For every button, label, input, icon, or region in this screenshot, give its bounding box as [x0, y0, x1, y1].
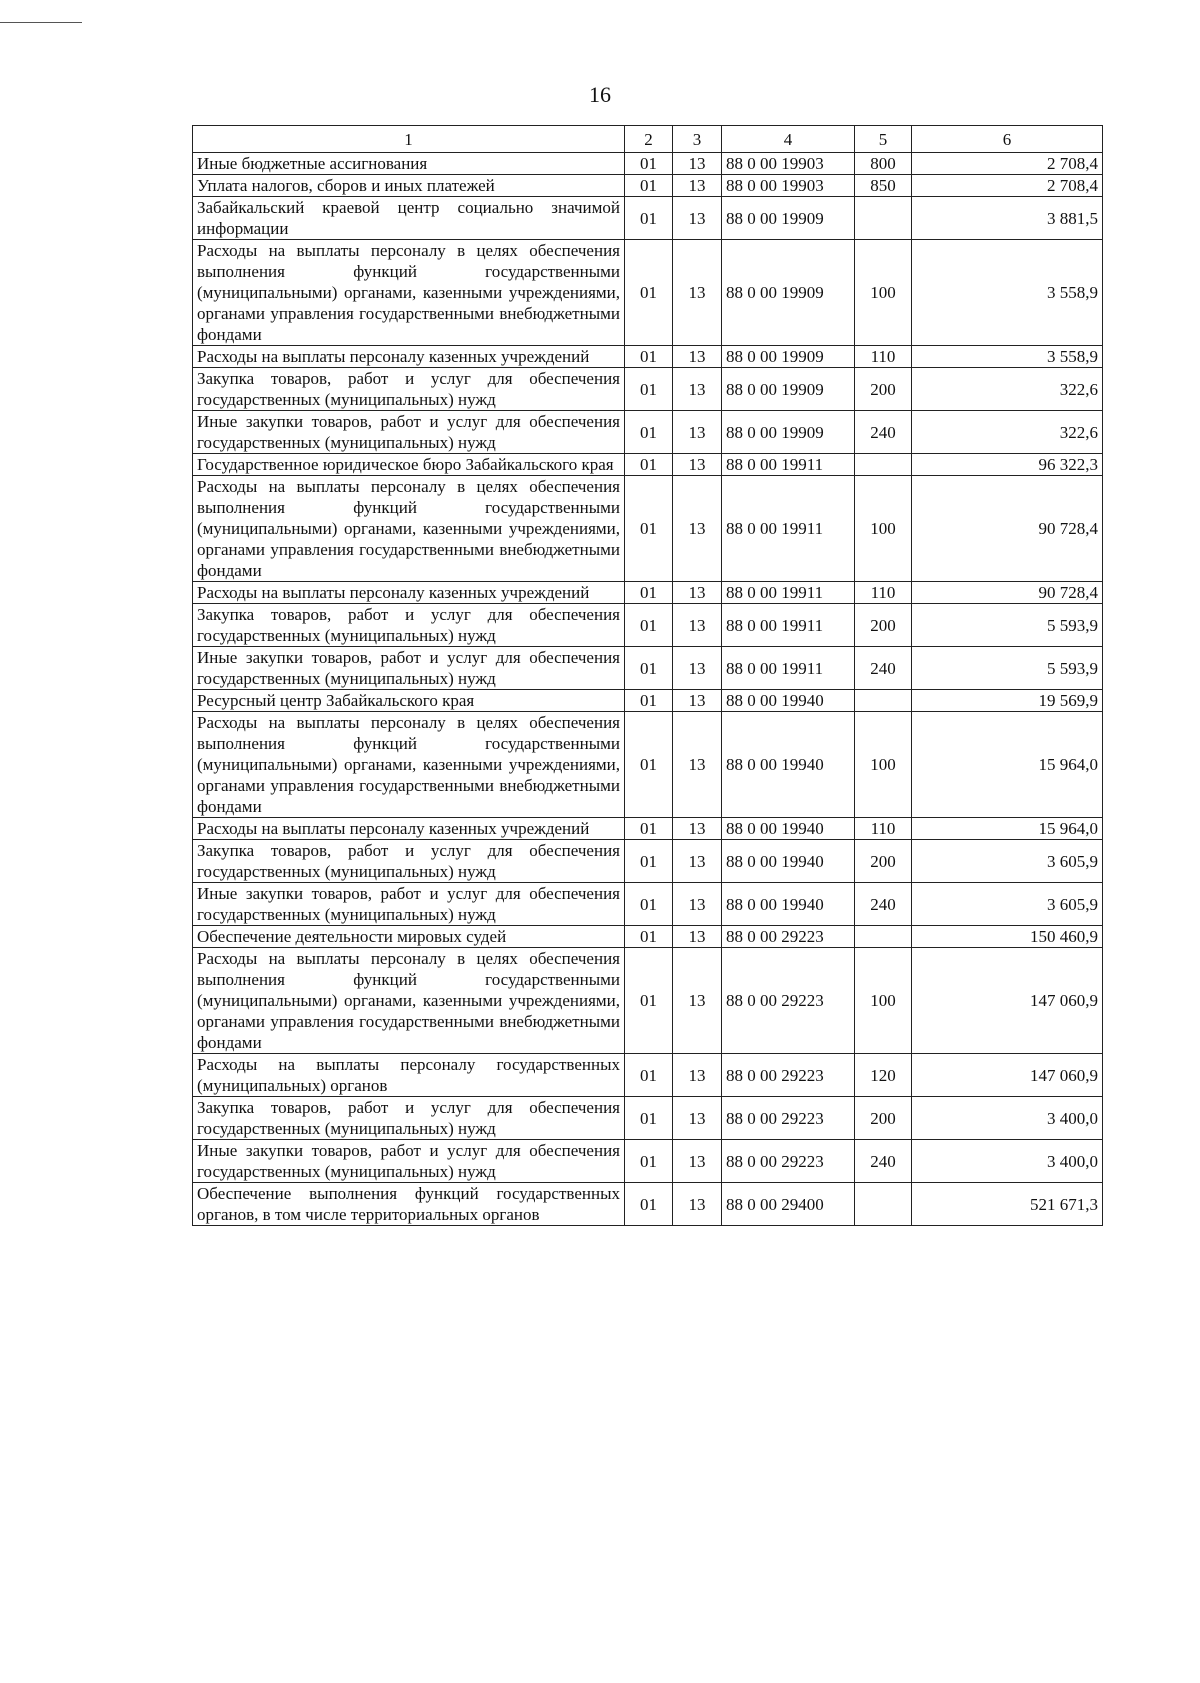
row-name-cell: Расходы на выплаты персоналу в целях обеспечения выполнения функций государственными (муниципальными) органами, казенными учреждениями, органами управления государственными внебюджетными фондами — [193, 240, 625, 346]
expense-type-cell: 200 — [855, 1097, 912, 1140]
section-code-cell: 01 — [625, 346, 673, 368]
row-name-cell: Расходы на выплаты персоналу в целях обеспечения выполнения функций государственными (муниципальными) органами, казенными учреждениями, органами управления государственными внебюджетными фондами — [193, 948, 625, 1054]
table-row — [193, 647, 1103, 690]
table-row — [193, 411, 1103, 454]
amount-cell: 90 728,4 — [912, 476, 1103, 582]
subsection-code-cell: 13 — [673, 647, 722, 690]
section-code-cell: 01 — [625, 454, 673, 476]
expense-type-cell: 850 — [855, 175, 912, 197]
amount-cell: 322,6 — [912, 411, 1103, 454]
expense-type-cell: 240 — [855, 411, 912, 454]
subsection-code-cell: 13 — [673, 175, 722, 197]
section-code-cell: 01 — [625, 476, 673, 582]
amount-cell: 3 558,9 — [912, 346, 1103, 368]
row-name-cell: Обеспечение выполнения функций государственных органов, в том числе территориальных органов — [193, 1183, 625, 1226]
table-row — [193, 346, 1103, 368]
row-name-cell: Иные закупки товаров, работ и услуг для обеспечения государственных (муниципальных) нужд — [193, 883, 625, 926]
subsection-code-cell: 13 — [673, 1183, 722, 1226]
expense-type-cell: 240 — [855, 883, 912, 926]
amount-cell: 150 460,9 — [912, 926, 1103, 948]
table-row — [193, 1054, 1103, 1097]
table-header-row — [193, 126, 1103, 153]
table-row — [193, 1097, 1103, 1140]
row-name-cell: Обеспечение деятельности мировых судей — [193, 926, 625, 948]
expense-type-cell: 120 — [855, 1054, 912, 1097]
expense-type-cell: 100 — [855, 476, 912, 582]
column-header: 4 — [722, 126, 855, 153]
amount-cell: 3 605,9 — [912, 840, 1103, 883]
table-row — [193, 818, 1103, 840]
target-article-cell: 88 0 00 19903 — [722, 153, 855, 175]
table-row — [193, 926, 1103, 948]
section-code-cell: 01 — [625, 240, 673, 346]
column-header: 3 — [673, 126, 722, 153]
section-code-cell: 01 — [625, 175, 673, 197]
row-name-cell: Ресурсный центр Забайкальского края — [193, 690, 625, 712]
expense-type-cell: 240 — [855, 647, 912, 690]
subsection-code-cell: 13 — [673, 346, 722, 368]
target-article-cell: 88 0 00 19911 — [722, 647, 855, 690]
expense-type-cell: 200 — [855, 368, 912, 411]
target-article-cell: 88 0 00 19909 — [722, 368, 855, 411]
table-row — [193, 604, 1103, 647]
table-row — [193, 712, 1103, 818]
target-article-cell: 88 0 00 29400 — [722, 1183, 855, 1226]
table-row — [193, 153, 1103, 175]
section-code-cell: 01 — [625, 604, 673, 647]
amount-cell: 15 964,0 — [912, 818, 1103, 840]
amount-cell: 3 881,5 — [912, 197, 1103, 240]
section-code-cell: 01 — [625, 647, 673, 690]
target-article-cell: 88 0 00 19940 — [722, 883, 855, 926]
row-name-cell: Расходы на выплаты персоналу в целях обеспечения выполнения функций государственными (муниципальными) органами, казенными учреждениями, органами управления государственными внебюджетными фондами — [193, 476, 625, 582]
target-article-cell: 88 0 00 19909 — [722, 197, 855, 240]
row-name-cell: Закупка товаров, работ и услуг для обеспечения государственных (муниципальных) нужд — [193, 1097, 625, 1140]
expense-type-cell: 240 — [855, 1140, 912, 1183]
amount-cell: 15 964,0 — [912, 712, 1103, 818]
amount-cell: 147 060,9 — [912, 948, 1103, 1054]
expense-type-cell: 200 — [855, 604, 912, 647]
target-article-cell: 88 0 00 19940 — [722, 690, 855, 712]
page-number: 16 — [589, 82, 611, 107]
section-code-cell: 01 — [625, 712, 673, 818]
amount-cell: 19 569,9 — [912, 690, 1103, 712]
expense-type-cell: 110 — [855, 582, 912, 604]
budget-table — [192, 125, 1103, 1226]
subsection-code-cell: 13 — [673, 690, 722, 712]
section-code-cell: 01 — [625, 1183, 673, 1226]
expense-type-cell: 110 — [855, 346, 912, 368]
column-header: 5 — [855, 126, 912, 153]
subsection-code-cell: 13 — [673, 1097, 722, 1140]
row-name-cell: Расходы на выплаты персоналу в целях обеспечения выполнения функций государственными (муниципальными) органами, казенными учреждениями, органами управления государственными внебюджетными фондами — [193, 712, 625, 818]
expense-type-cell: 100 — [855, 948, 912, 1054]
expense-type-cell: 110 — [855, 818, 912, 840]
section-code-cell: 01 — [625, 883, 673, 926]
column-header: 2 — [625, 126, 673, 153]
row-name-cell: Уплата налогов, сборов и иных платежей — [193, 175, 625, 197]
target-article-cell: 88 0 00 19911 — [722, 582, 855, 604]
target-article-cell: 88 0 00 29223 — [722, 1054, 855, 1097]
row-name-cell: Расходы на выплаты персоналу государственных (муниципальных) органов — [193, 1054, 625, 1097]
section-code-cell: 01 — [625, 582, 673, 604]
expense-type-cell: 100 — [855, 240, 912, 346]
target-article-cell: 88 0 00 19911 — [722, 454, 855, 476]
expense-type-cell — [855, 926, 912, 948]
subsection-code-cell: 13 — [673, 582, 722, 604]
row-name-cell: Закупка товаров, работ и услуг для обеспечения государственных (муниципальных) нужд — [193, 604, 625, 647]
subsection-code-cell: 13 — [673, 1140, 722, 1183]
subsection-code-cell: 13 — [673, 240, 722, 346]
section-code-cell: 01 — [625, 1140, 673, 1183]
expense-type-cell — [855, 690, 912, 712]
table-row — [193, 368, 1103, 411]
expense-type-cell — [855, 197, 912, 240]
amount-cell: 5 593,9 — [912, 604, 1103, 647]
row-name-cell: Иные закупки товаров, работ и услуг для обеспечения государственных (муниципальных) нужд — [193, 647, 625, 690]
amount-cell: 322,6 — [912, 368, 1103, 411]
row-name-cell: Иные закупки товаров, работ и услуг для обеспечения государственных (муниципальных) нужд — [193, 411, 625, 454]
row-name-cell: Государственное юридическое бюро Забайкальского края — [193, 454, 625, 476]
column-header: 1 — [193, 126, 625, 153]
target-article-cell: 88 0 00 19940 — [722, 840, 855, 883]
table-row — [193, 582, 1103, 604]
row-name-cell: Закупка товаров, работ и услуг для обеспечения государственных (муниципальных) нужд — [193, 840, 625, 883]
section-code-cell: 01 — [625, 411, 673, 454]
section-code-cell: 01 — [625, 368, 673, 411]
target-article-cell: 88 0 00 19940 — [722, 818, 855, 840]
subsection-code-cell: 13 — [673, 840, 722, 883]
section-code-cell: 01 — [625, 197, 673, 240]
target-article-cell: 88 0 00 29223 — [722, 926, 855, 948]
subsection-code-cell: 13 — [673, 476, 722, 582]
amount-cell: 3 558,9 — [912, 240, 1103, 346]
section-code-cell: 01 — [625, 690, 673, 712]
table-row — [193, 476, 1103, 582]
target-article-cell: 88 0 00 29223 — [722, 1140, 855, 1183]
table-row — [193, 454, 1103, 476]
amount-cell: 2 708,4 — [912, 175, 1103, 197]
amount-cell: 3 400,0 — [912, 1140, 1103, 1183]
table-row — [193, 1140, 1103, 1183]
target-article-cell: 88 0 00 19911 — [722, 604, 855, 647]
expense-type-cell — [855, 454, 912, 476]
expense-type-cell: 800 — [855, 153, 912, 175]
subsection-code-cell: 13 — [673, 197, 722, 240]
table-row — [193, 840, 1103, 883]
expense-type-cell — [855, 1183, 912, 1226]
row-name-cell: Расходы на выплаты персоналу казенных учреждений — [193, 346, 625, 368]
expense-type-cell: 200 — [855, 840, 912, 883]
amount-cell: 3 400,0 — [912, 1097, 1103, 1140]
amount-cell: 2 708,4 — [912, 153, 1103, 175]
target-article-cell: 88 0 00 19940 — [722, 712, 855, 818]
section-code-cell: 01 — [625, 818, 673, 840]
row-name-cell: Расходы на выплаты персоналу казенных учреждений — [193, 818, 625, 840]
amount-cell: 3 605,9 — [912, 883, 1103, 926]
subsection-code-cell: 13 — [673, 454, 722, 476]
target-article-cell: 88 0 00 19909 — [722, 346, 855, 368]
table-row — [193, 1183, 1103, 1226]
target-article-cell: 88 0 00 19911 — [722, 476, 855, 582]
table-row — [193, 690, 1103, 712]
scan-mark — [0, 22, 82, 23]
subsection-code-cell: 13 — [673, 411, 722, 454]
row-name-cell: Забайкальский краевой центр социально значимой информации — [193, 197, 625, 240]
table-row — [193, 948, 1103, 1054]
amount-cell: 5 593,9 — [912, 647, 1103, 690]
table-body — [193, 153, 1103, 1226]
target-article-cell: 88 0 00 19909 — [722, 240, 855, 346]
subsection-code-cell: 13 — [673, 883, 722, 926]
section-code-cell: 01 — [625, 1054, 673, 1097]
target-article-cell: 88 0 00 29223 — [722, 1097, 855, 1140]
section-code-cell: 01 — [625, 926, 673, 948]
subsection-code-cell: 13 — [673, 818, 722, 840]
target-article-cell: 88 0 00 29223 — [722, 948, 855, 1054]
table-row — [193, 197, 1103, 240]
row-name-cell: Расходы на выплаты персоналу казенных учреждений — [193, 582, 625, 604]
subsection-code-cell: 13 — [673, 368, 722, 411]
amount-cell: 147 060,9 — [912, 1054, 1103, 1097]
expense-type-cell: 100 — [855, 712, 912, 818]
section-code-cell: 01 — [625, 948, 673, 1054]
section-code-cell: 01 — [625, 1097, 673, 1140]
subsection-code-cell: 13 — [673, 153, 722, 175]
row-name-cell: Иные бюджетные ассигнования — [193, 153, 625, 175]
section-code-cell: 01 — [625, 840, 673, 883]
subsection-code-cell: 13 — [673, 926, 722, 948]
amount-cell: 90 728,4 — [912, 582, 1103, 604]
amount-cell: 96 322,3 — [912, 454, 1103, 476]
amount-cell: 521 671,3 — [912, 1183, 1103, 1226]
row-name-cell: Закупка товаров, работ и услуг для обеспечения государственных (муниципальных) нужд — [193, 368, 625, 411]
table-row — [193, 175, 1103, 197]
table-row — [193, 240, 1103, 346]
table-row — [193, 883, 1103, 926]
section-code-cell: 01 — [625, 153, 673, 175]
row-name-cell: Иные закупки товаров, работ и услуг для обеспечения государственных (муниципальных) нужд — [193, 1140, 625, 1183]
subsection-code-cell: 13 — [673, 604, 722, 647]
column-header: 6 — [912, 126, 1103, 153]
subsection-code-cell: 13 — [673, 1054, 722, 1097]
subsection-code-cell: 13 — [673, 948, 722, 1054]
subsection-code-cell: 13 — [673, 712, 722, 818]
target-article-cell: 88 0 00 19909 — [722, 411, 855, 454]
target-article-cell: 88 0 00 19903 — [722, 175, 855, 197]
